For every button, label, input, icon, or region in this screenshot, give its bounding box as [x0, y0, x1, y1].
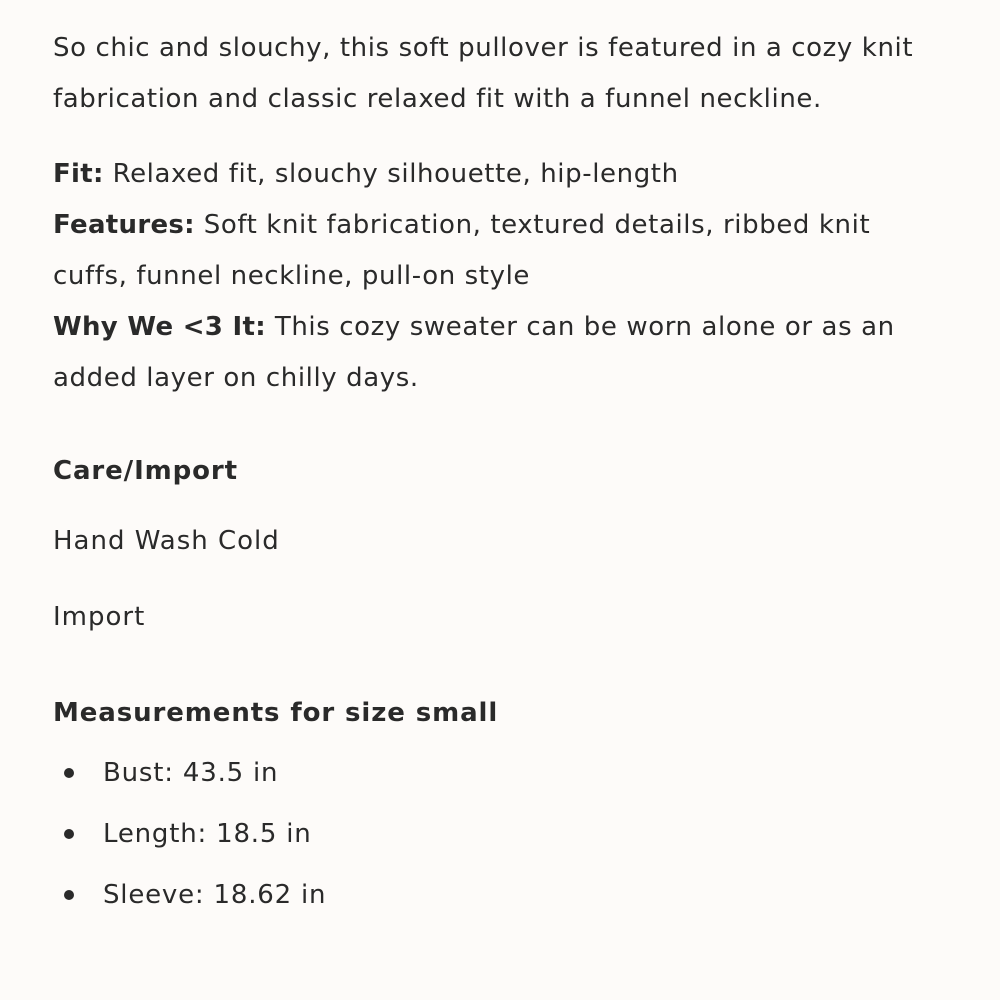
- fit-label: Fit:: [53, 159, 104, 189]
- care-wash-instruction: Hand Wash Cold: [53, 526, 280, 556]
- measurement-bust: Bust: 43.5 in: [103, 758, 279, 788]
- measurements-heading: Measurements for size small: [53, 698, 499, 728]
- bullet-icon: [64, 768, 74, 778]
- product-details: [53, 125, 933, 404]
- measurements-list: [53, 733, 960, 915]
- measurement-item: [53, 753, 960, 793]
- measurement-item: [53, 875, 960, 915]
- features-label: Features:: [53, 210, 195, 240]
- fit-text: Relaxed fit, slouchy silhouette, hip-length: [103, 159, 679, 189]
- bullet-icon: [64, 890, 74, 900]
- why-we-love-it-label: Why We <3 It:: [53, 312, 266, 342]
- bullet-icon: [64, 829, 74, 839]
- product-intro-text: So chic and slouchy, this soft pullover is featured in a cozy knit fabrication and classic relaxed fit with a funnel neckline.: [53, 33, 914, 114]
- measurement-length: Length: 18.5 in: [103, 819, 312, 849]
- measurement-sleeve: Sleeve: 18.62 in: [103, 880, 327, 910]
- measurement-item: [53, 814, 960, 854]
- why-we-love-it-text: This cozy sweater can be worn alone or as an added layer on chilly days.: [53, 312, 895, 393]
- features-text: Soft knit fabrication, textured details, ribbed knit cuffs, funnel neckline, pull-on style: [53, 210, 871, 291]
- care-origin: Import: [53, 602, 146, 632]
- care-import-heading: Care/Import: [53, 456, 238, 486]
